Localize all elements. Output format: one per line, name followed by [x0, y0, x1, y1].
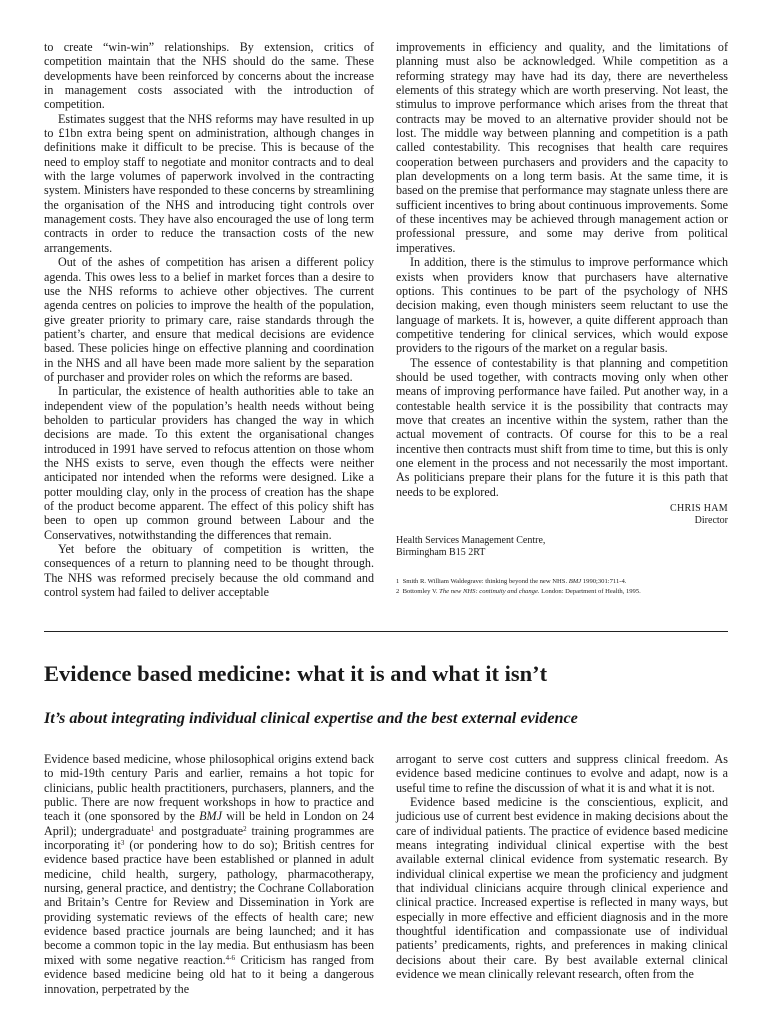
article-column-right [396, 752, 728, 982]
paragraph: In addition, there is the stimulus to improve performance which exists when providers know that purchasers have alternative options. This continues to be part of the psychology of NHS decision making, even though ministers seem reluctant to use the language of markets. It is, however, a quite different approach than competitive tendering for clinical services, which would expose providers to the rigours of the market on a regular basis. [396, 255, 728, 356]
author-name: CHRIS HAM [670, 503, 728, 514]
reference-list [396, 577, 728, 597]
address-line: Health Services Management Centre, [396, 535, 546, 546]
section-divider [44, 631, 728, 632]
citation-ref: 4-6 [225, 953, 235, 962]
paragraph: Estimates suggest that the NHS reforms may have resulted in up to £1bn extra being spent on administration, although changes in definitions make it difficult to be precise. This is because of the need to employ staff to negotiate and monitor contracts and to deal with the large volumes of paperwork involved in the contracting system. Ministers have responded to these concerns by streamlining the organisation of the NHS and introducing tight controls over management costs. They have also encouraged the use of long term contracts in order to reduce the transaction costs of the new arrangements. [44, 111, 374, 255]
paragraph: improvements in efficiency and quality, and the limitations of planning must also be acknowledged. While competition as a reforming strategy may have had its day, there are nevertheless elements of this strategy which are worth preserving. Not least, the stimulus to improve performance which arises from the threat that contracts may be moved to an alternative provider should not be lost. The middle way between planning and competition is a path called contestability. This recognises that health care requires cooperation between purchasers and providers and the capacity to plan developments on a long term basis. At the same time, it is based on the premise that performance may stagnate unless there are sufficient incentives to bring about continuous improvements. Some of these incentives may be achieved through management action or professional pressure, and some may derive from political imperatives. [396, 40, 728, 255]
paragraph: Out of the ashes of competition has arisen a different policy agenda. This owes less to a belief in market forces than a desire to use the NHS reforms to achieve other objectives. The current agenda centres on policies to improve the health of the population, give greater priority to primary care, raise standards through the patient’s charter, and ensure that medical decisions are evidence based. These policies hinge on effective planning and coordination in the NHS and all have been made more salient by the separation of purchaser and provider roles on which the reforms are based. [44, 255, 374, 384]
paragraph: arrogant to serve cost cutters and suppress clinical freedom. As evidence based medicine continues to evolve and adapt, now is a useful time to refine the discussion of what it is and what it is not. [396, 752, 728, 795]
reference-item: 1 Smith R. William Waldegrave: thinking beyond the new NHS. BMJ 1990;301:711-4. [396, 578, 627, 585]
paragraph: In particular, the existence of health authorities able to take an independent view of the population’s health needs without being beholden to particular providers has changed the way in which decisions are made. To this extent the organisational changes introduced in 1991 have served to refocus attention on those whom the NHS exists to serve, even though the effects were neither anticipated nor intended when the reforms were designed. Like a potter moulding clay, only in the process of creation has the shape of the product become apparent. The effect of this policy shift has been to open up common ground between Labour and the Conservatives, notwithstanding the differences that remain. [44, 384, 374, 542]
paragraph: to create “win-win” relationships. By extension, critics of competition maintain that the NHS should do the same. These developments have been reinforced by concerns about the increase in management costs associated with the introduction of competition. [44, 40, 374, 112]
paragraph: Evidence based medicine, whose philosophical origins extend back to mid-19th century Paris and earlier, remains a hot topic for clinicians, public health practitioners, purchasers, planners, and the public. There are now frequent workshops in how to practice and teach it (one sponsored by the BMJ will be held in London on 24 April); undergraduate$^1$ and postgraduate$^2$ training programmes are incorporating $it^3$ (or pondering how to do so); British centres for evidence based practice have been established or planned in adult medicine, child health, surgery, pathology, pharmacotherapy, nursing, general practice, and dentistry; the Cochrane Collaboration and Britain’s Centre for Review and Dissemination in York are providing systematic reviews of the effects of health care; new evidence based practice journals are being launched; and it has become a common topic in the lay media. But enthusiasm has been mixed with some negative reaction.$^{4-6}$ Criticism has ranged from evidence based medicine being old hat to it being a dangerous innovation, perpetrated by the [44, 752, 374, 996]
editorial-column-left [44, 40, 374, 599]
citation-ref: 3 [120, 839, 125, 848]
citation-ref: 1 [150, 824, 155, 833]
author-signature [396, 503, 728, 527]
author-role: Director [694, 515, 728, 526]
editorial-column-right [396, 40, 728, 597]
citation-ref: 2 [243, 824, 247, 833]
author-address [396, 535, 728, 559]
article-column-left [44, 752, 374, 996]
paragraph: The essence of contestability is that planning and competition should be used together, with contracts moving only when other means of improving performance have failed. Put another way, in a contestable health service it is the possibility that contracts may move that creates an incentive within the system, rather than the actual movement of contracts. Of course for this to be a real incentive then contracts must shift from time to time, but this is only one element in the process and not necessarily the most important. As politicians prepare their plans for the future it is this path that needs to be explored. [396, 355, 728, 499]
article-title: Evidence based medicine: what it is and what it isn’t [44, 661, 548, 686]
paragraph: Yet before the obituary of competition is written, the consequences of a return to planning need to be thought through. The NHS was reformed precisely because the old command and control system had failed to deliver acceptable [44, 542, 374, 600]
address-line: Birmingham B15 2RT [396, 547, 486, 558]
reference-item: 2 Bottomley V. The new NHS: continuity and change. London: Department of Health, 1995. [396, 588, 641, 595]
article-subtitle: It’s about integrating individual clinical expertise and the best external evidence [44, 709, 578, 727]
journal-name: BMJ [199, 809, 222, 824]
paragraph: Evidence based medicine is the conscientious, explicit, and judicious use of current best evidence in making decisions about the care of individual patients. The practice of evidence based medicine means integrating individual clinical expertise with the best available external clinical evidence from systematic research. By individual clinical expertise we mean the proficiency and judgment that individual clinicians acquire through clinical experience and clinical practice. Increased expertise is reflected in many ways, but especially in more effective and efficient diagnosis and in the more thoughtful identification and compassionate use of individual patients’ predicaments, rights, and preferences in making clinical decisions about their care. By best available external clinical evidence we mean clinically relevant research, often from the [396, 795, 728, 982]
